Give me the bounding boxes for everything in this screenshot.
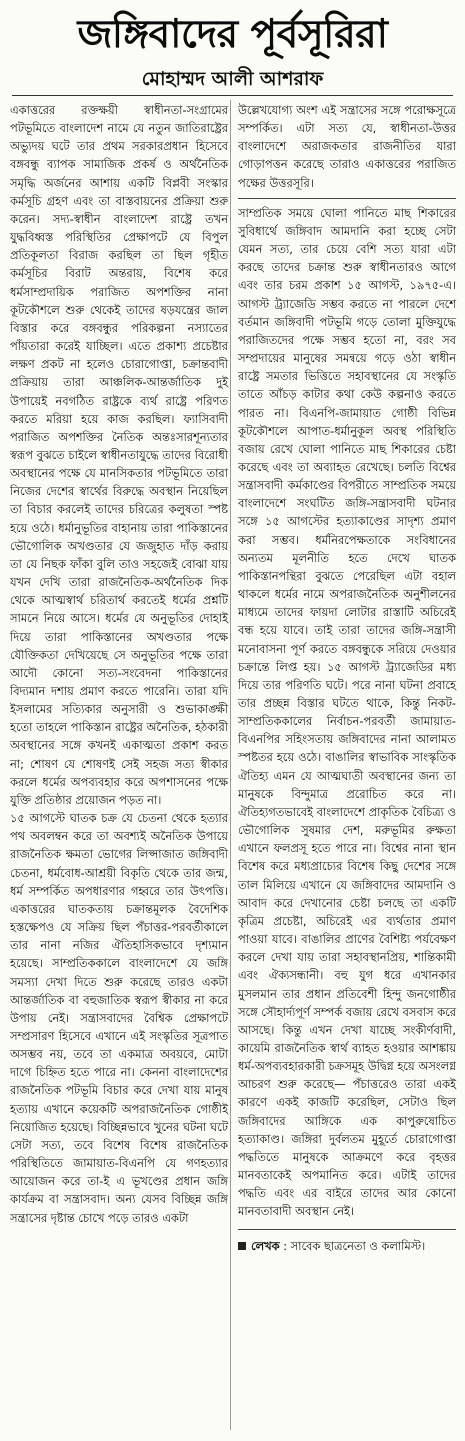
section-divider <box>238 198 456 199</box>
header-rule <box>12 95 453 96</box>
author-divider <box>238 1229 456 1230</box>
left-paragraph-1: একাত্তরের রক্তক্ষয়ী স্বাধীনতা-সংগ্রামের পটভূমিতে বাংলাদেশ নামে যে নতুন জাতিরাষ্ট্রের অভ্যুদয় ঘটে তার প্রথম সরকারপ্রধান হিসেবে বঙ্গবন্ধু ব্যাপক সামাজিক প্রকর্ষ ও অর্থনৈতিক সমৃদ্ধি অর্জনের আশায় একটি বিপ্লবী সংস্কার কর্মসূচি গ্রহণ এবং তা বাস্তবায়নের প্রক্রিয়া শুরু করেন। সদ্য-স্বাধীন বাংলাদেশ রাষ্ট্রে তখন যুদ্ধবিধ্বস্ত পরিস্থিতির প্রেক্ষাপটে যে বিপুল প্রতিকূলতা বিরাজ করছিল তা ছিল গৃহীত কর্মসূচির বিরাট অন্তরায়, বিশেষ করে ধর্মসাম্প্রদায়িক পরাজিত অপশক্তির নানা কূটকৌশলে শুরু থেকেই তাদের ষড়যন্ত্রের জাল বিস্তার করে বঙ্গবন্ধুর পরিকল্পনা নস্যাতের পাঁয়তারা করেই যাচ্ছিল। এতে প্রকাশ্য প্রচেষ্টার লক্ষণ প্রকট না হলেও চোরাগোপ্তা, চক্রান্তবাদী প্রক্রিয়ায় তারা আঞ্চলিক-আন্তর্জাতিক দুই উপায়েই নবগঠিত রাষ্ট্রকে ব্যর্থ রাষ্ট্রে পরিণত করতে মরিয়া হয়ে কাজ করছিল। ফ্যাসিবাদী পরাজিত অপশক্তির নৈতিক অন্তঃসারশূন্যতার স্বরূপ বুঝতে চাইলে স্বাধীনতাযুদ্ধে তাদের বিরোধী অবস্থানের পক্ষে যে মানসিকতার পটভূমিতে তারা নিজের দেশের স্বার্থের বিরুদ্ধে অবস্থান নিয়েছিল তা বিচার করলেই তাদের চরিত্রের কলুষতা স্পষ্ট হয়ে ওঠে। ধর্মানুভূতির বাহানায় তারা পাকিস্তানের ভৌগোলিক অখণ্ডতার যে জজুহাত দাঁড় করায় তা যে নিছক ফাঁকা বুলি তাও সহজেই বোঝা যায় যখন দেখি তারা রাজনৈতিক-অর্থনৈতিক দিক থেকে আত্মস্বার্থ চরিতার্থ করতেই ধর্মের প্রশ্নটি সামনে নিয়ে আসে। ধর্মের যে অনুভূতির দোহাই দিয়ে তারা পাকিস্তানের অখণ্ডতার পক্ষে যৌক্তিকতা দেখিয়েছে সে অনুভূতির পক্ষে তারা আদৌ কোনো সত্য-সংবেদনা পাকিস্তানের বিদ্যমান দশায় প্রমাণ করতে পারেনি। তারা যদি ইসলামের সত্যিকার অনুসারী ও শুভাকাঙ্ক্ষী হতো তাহলে পাকিস্তান রাষ্ট্রের অনৈতিক, হঠকারী অবস্থানের সঙ্গে কখনই একাত্মতা প্রকাশ করত না; শোষণ যে শোষণই সেই সহজ সত্য স্বীকার করলে ধর্মের অপব্যবহার করে অপশাসনের পক্ষে যুক্তি প্রতিষ্ঠার প্রয়োজন পড়ত না। <box>10 103 228 807</box>
author-description: : সাবেক ছাত্রনেতা ও কলামিস্ট। <box>283 1238 426 1253</box>
right-column <box>238 101 456 1441</box>
author-label: লেখক <box>251 1238 280 1253</box>
column-separator <box>230 100 231 1430</box>
article-headline: জঙ্গিবাদের পূর্বসূরিরা <box>77 12 388 57</box>
right-paragraph-1: উল্লেখযোগ্য অংশ এই সন্ত্রাসের সঙ্গে পরোক্ষসূত্রে সম্পর্কিত। এটা সত্য যে, স্বাধীনতা-উত্তর বাংলাদেশে অরাজকতার রাজনীতির যারা গোড়াপত্তন করেছে তারাও একাত্তরের পরাজিত পক্ষের উত্তরসূরি। <box>238 103 456 190</box>
square-bullet-icon <box>238 1242 246 1250</box>
left-paragraph-2: ১৫ আগস্টে ঘাতক চক্র যে চেতনা থেকে হত্যার পথ অবলম্বন করে তা অবশ্যই অনৈতিক উপায়ে রাজনৈতিক ক্ষমতা ভোগের লিপ্সাজাত জঙ্গিবাদী চেতনা, ধর্মবোধ-আশ্রয়ী বিকৃতি থেকে তার জন্ম, ধর্ম সম্পর্কিত অপধারণার গহ্বরে তার উৎপত্তি। একাত্তরের ঘাতকতায় চক্রান্তমূলক বৈদেশিক হস্তক্ষেপও যে সক্রিয় ছিল পঁচাত্তর-পরবর্তীকালে তার নানা নজির ঐতিহাসিকভাবে দৃশ্যমান হয়েছে। সাম্প্রতিককালে বাংলাদেশে যে জঙ্গি সমস্যা দেখা দিতে শুরু করেছে তারও একটা আন্তর্জাতিক বা বহুজাতিক স্বরূপ স্বীকার না করে উপায় নেই। সন্ত্রাসবাদের বৈশ্বিক প্রেক্ষাপটে সম্প্রসারণ হিসেবে এখানে এই সংস্কৃতির সূত্রপাত অসম্ভব নয়, তবে তা একমাত্র অবয়বে, মোটা দাগে চিহ্নিত হতে পারে না। কেননা বাংলাদেশের রাজনৈতিক পটভূমি বিচার করে দেখা যায় মানুষ হত্যায় এখানে কয়েকটি অপরাজনৈতিক গোষ্ঠীই নিয়োজিত হয়েছে। বিচ্ছিন্নভাবে খুনের ঘটনা ঘটে সেটা সত্য, তবে বিশেষ বিশেষ রাজনৈতিক পরিস্থিতিতে জামায়াত-বিএনপি যে গণহত্যার আয়োজন করে তা-ই এ ভূখণ্ডের প্রধান জঙ্গি কার্যক্রম বা সন্ত্রাসবাদ। অন্য যেসব বিচ্ছিন্ন জঙ্গি সন্ত্রাসের দৃষ্টান্ত চোখে পড়ে তারও একটা <box>10 811 228 1225</box>
right-paragraph-2: সাম্প্রতিক সময়ে ঘোলা পানিতে মাছ শিকারের সুবিধার্থে জঙ্গিবাদ আমদানি করা হচ্ছে সেটা যেমন সত্য, তার চেয়ে বেশি সত্য যারা এটা করছে তাদের চক্রান্ত শুরু স্বাধীনতারও আগে এবং তার চরম প্রকাশ ১৫ আগস্ট, ১৯৭৫-এ। আগস্ট ট্র্যাজেডি সম্ভব করতে না পারলে দেশে বর্তমান জঙ্গিবাদী পটভূমি গড়ে তোলা মুক্তিযুদ্ধে পরাজিতদের পক্ষে সম্ভব হতো না, বরং সব সম্প্রদায়ের মানুষের সমন্বয়ে গড়ে ওঠা স্বাধীন রাষ্ট্রে সমতার ভিত্তিতে সহাবস্থানের যে সংস্কৃতি তাতে আঁচড় কাটার কথা কেউ কল্পনাও করতে পারত না। বিএনপি-জামায়াত গোষ্ঠী বিভিন্ন কূটকৌশলে আপাত-ধর্মানুকূল অবস্থ পরিস্থিতি বজায় রেখে ঘোলা পানিতে মাছ শিকারের চেষ্টা করেছে এবং তা অব্যাহত রেখেছে। চলতি বিশ্বের সন্ত্রাসবাদী কর্মকাণ্ডের বিপরীতে সাম্প্রতিক সময়ে বাংলাদেশে সংঘটিত জঙ্গি-সন্ত্রাসবাদী ঘটনার সঙ্গে ১৫ আগস্টের হত্যাকাণ্ডের সাদৃশ্য প্রমাণ করা সম্ভব। ধর্মনিরপেক্ষতাকে সংবিধানের অন্যতম মূলনীতি হতে দেখে ঘাতক পাকিস্তানপন্থিরা বুঝতে পেরেছিল এটা বহাল থাকলে ধর্মের নামে অপরাজনৈতিক অনুশীলনের মাধ্যমে তাদের ফায়দা লোটার রাস্তাটি অচিরেই বন্ধ হয়ে যাবে। তাই তারা তাদের জঙ্গি-সন্ত্রাসী মনোবাসনা পূর্ণ করতে বঙ্গবন্ধুকে সরিয়ে দেওয়ার চক্রান্তে লিপ্ত হয়। ১৫ আগস্ট ট্র্যাজেডির মধ্য দিয়ে তার পরিণতি ঘটে। পরে নানা ঘটনা প্রবাহে তার প্রচ্ছন্ন বিস্তার ঘটতে থাকে, কিন্তু নিকট-সাম্প্রতিককালের নির্বাচন-পরবর্তী জামায়াত-বিএনপির সহিংসতায় জঙ্গিবাদের নানা আলামত স্পষ্টতর হয়ে ওঠে। বাঙালির স্বাভাবিক সাংস্কৃতিক ঐতিহ্য এমন যে আত্মঘাতী অবস্থানের জন্য তা মানুষকে বিন্দুমাত্র প্ররোচিত করে না। ঐতিহ্যগতভাবেই বাংলাদেশে প্রাকৃতিক বৈচিত্র্য ও ভৌগোলিক সুষমার দেশ, মরুভূমির রুক্ষতা এখানে ফলপ্রসূ হতে পারে না। বিশ্বের নানা স্থান বিশেষ করে মধ্যপ্রাচ্যের বিশেষ কিছু দেশের সঙ্গে তাল মিলিয়ে এখানে যে জঙ্গিবাদের আমদানি ও আবাদ করে দেখানোর চেষ্টা চলছে তা একটি কৃত্রিম প্রচেষ্টা, অচিরেই এর ব্যর্থতার প্রমাণ পাওয়া যাবে। বাঙালির প্রাণের বৈশিষ্ট্য পর্যবেক্ষণ করলে দেখা যায় তারা সহাবস্থানপ্রিয়, শান্তিকামী এবং ঐক্যসন্ধানী। বহু যুগ ধরে এখানকার মুসলমান তার প্রধান প্রতিবেশী হিন্দু জনগোষ্ঠীর সঙ্গে সৌহার্দ্যপূর্ণ সম্পর্ক বজায় রেখে বসবাস করে আসছে। কিন্তু এখন দেখা যাচ্ছে সংকীর্ণবাদী, কায়েমি রাজনৈতিক স্বার্থ ব্যাহত হওয়ার আশঙ্কায় ধর্ম-অপব্যবহারকারী চক্রসমূহ উদ্বিগ্ন হয়ে অসংলগ্ন আচরণ শুরু করেছে— পঁচাত্তরেও তারা একই কারণে একই কাজটি করেছিল, সেটাও ছিল জঙ্গিবাদের আঙ্গিকে এক কাপুরুষোচিত হত্যাকাণ্ড। জঙ্গিরা দুর্বলতম মুহূর্তে চোরাগোপ্তা পদ্ধতিতে মানুষকে আক্রমণে করে বৃহত্তর মানবতাকেই অপমানিত করে। এটাই তাদের পদ্ধতি এবং এর বাইরে তাদের আর কোনো মানবতাবাদী অবস্থান নেই। <box>238 205 457 1219</box>
author-note <box>238 1237 456 1255</box>
left-column <box>10 101 228 1426</box>
article-byline: মোহাম্মদ আলী আশরাফ <box>141 68 324 90</box>
